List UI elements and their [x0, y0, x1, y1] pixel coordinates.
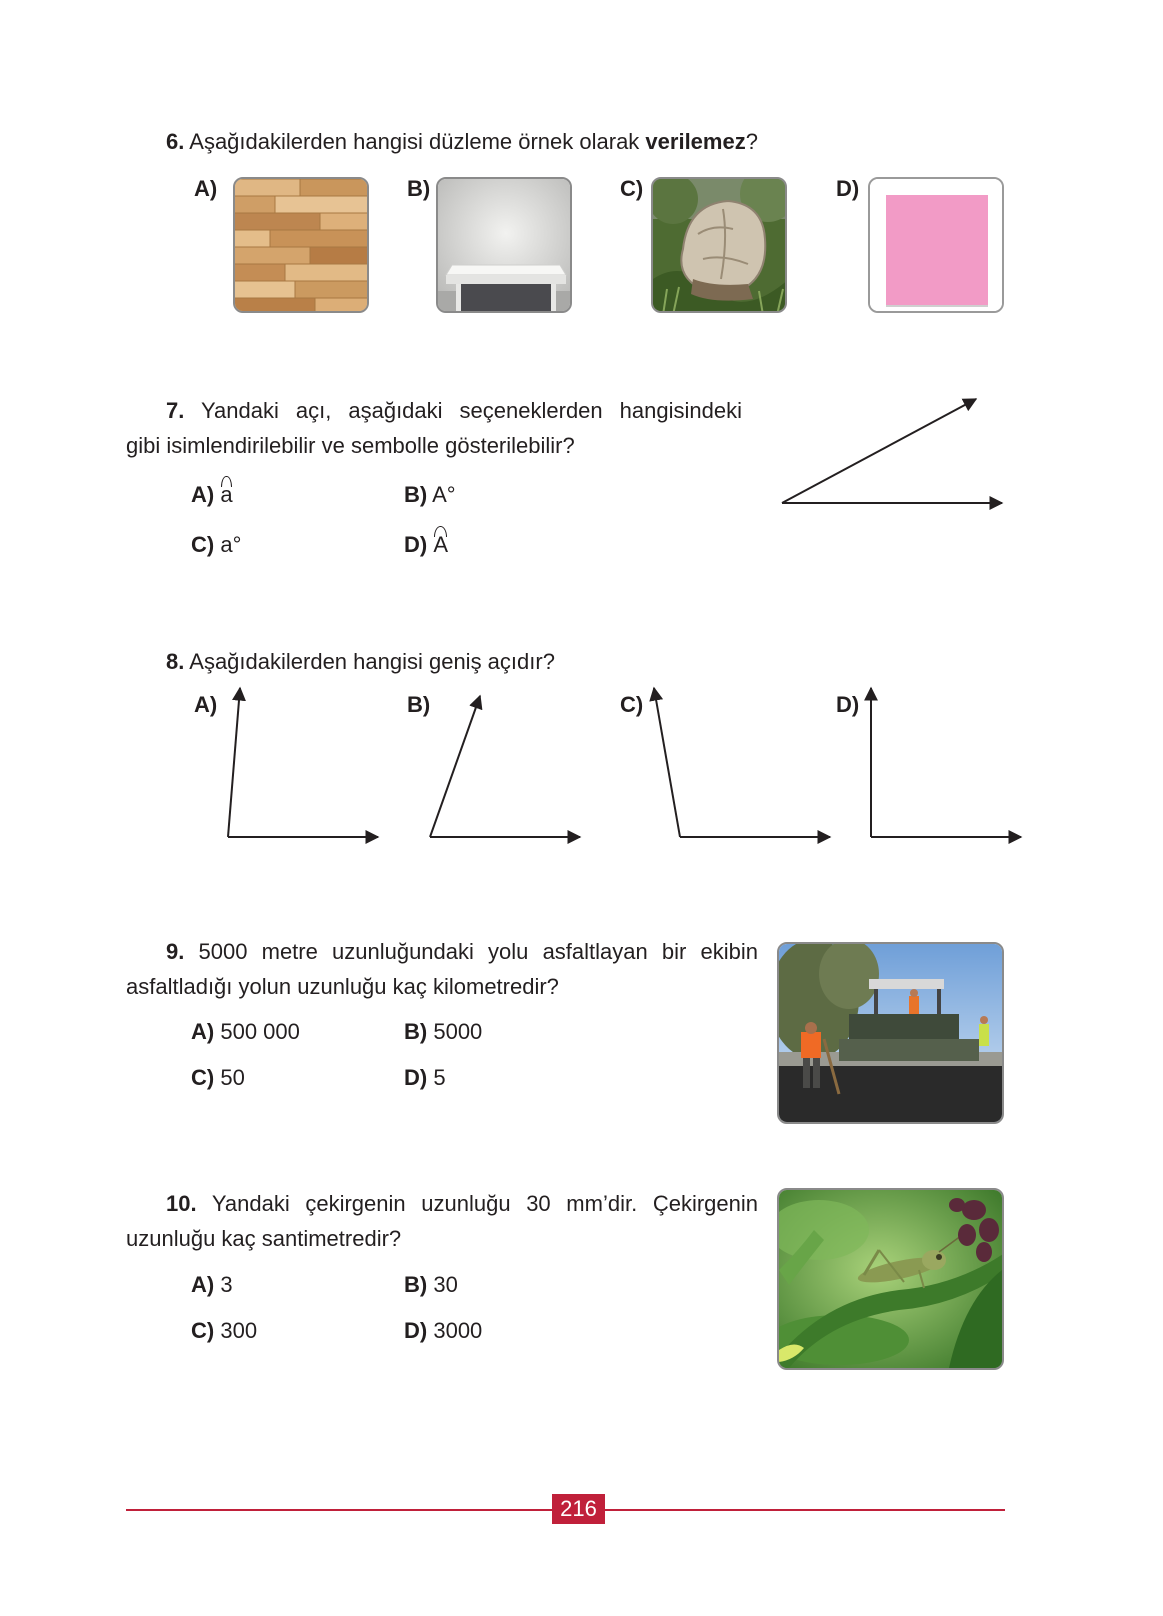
q7-text-line1: Yandaki açı, aşağıdaki seçeneklerden hangisindeki	[200, 398, 742, 423]
q7-option-b[interactable]	[404, 482, 456, 508]
q8-angle-d	[871, 688, 1021, 837]
q6-option-d-image[interactable]	[868, 177, 1004, 313]
q7-option-b-value: A°	[432, 482, 456, 507]
q8-option-a-label[interactable]: A)	[194, 692, 218, 717]
q10-option-c[interactable]	[191, 1318, 257, 1344]
q8-option-c-label[interactable]: C)	[620, 692, 644, 717]
q7-option-a[interactable]	[191, 482, 233, 508]
q9-option-a-value: 500 000	[220, 1019, 300, 1044]
footer-divider-right	[605, 1509, 1005, 1511]
q9-option-d-label: D)	[404, 1065, 428, 1090]
q6-text-end: ?	[745, 129, 758, 154]
q7-option-a-label: A)	[191, 482, 215, 507]
q6-question	[166, 124, 758, 159]
q7-question	[126, 393, 742, 463]
q6-option-a-label[interactable]: A)	[194, 176, 218, 201]
q10-option-c-label: C)	[191, 1318, 215, 1343]
q9-option-a[interactable]	[191, 1019, 300, 1045]
q8-angle-a	[228, 688, 378, 837]
q7-option-d[interactable]	[404, 532, 448, 558]
q6-option-b-label[interactable]: B)	[407, 176, 431, 201]
q8-angle-c	[654, 688, 830, 837]
q10-option-b-label: B)	[404, 1272, 428, 1297]
q10-option-b[interactable]	[404, 1272, 458, 1298]
q8-angle-figures[interactable]	[0, 680, 1163, 850]
q7-angle-figure	[770, 385, 1015, 515]
q10-text-line2: uzunluğu kaç santimetredir?	[126, 1226, 402, 1251]
q10-number: 10.	[166, 1191, 197, 1216]
q7-option-c-label: C)	[191, 532, 215, 557]
q6-option-c-image[interactable]	[651, 177, 787, 313]
q9-text-line1: 5000 metre uzunluğundaki yolu asfaltlayan bir ekibin	[198, 939, 758, 964]
q10-option-a[interactable]	[191, 1272, 233, 1298]
q9-option-d[interactable]	[404, 1065, 446, 1091]
q10-photo	[777, 1188, 1004, 1370]
q10-question	[126, 1186, 758, 1256]
q9-text-line2: asfaltladığı yolun uzunluğu kaç kilometredir?	[126, 974, 559, 999]
q7-text-line2: gibi isimlendirilebilir ve sembolle gösterilebilir?	[126, 433, 575, 458]
page-number: 216	[552, 1494, 605, 1524]
q8-text: Aşağıdakilerden hangisi geniş açıdır?	[189, 649, 555, 674]
q8-option-b-label[interactable]: B)	[407, 692, 431, 717]
q10-option-d-value: 3000	[433, 1318, 483, 1343]
q6-option-d-label[interactable]: D)	[836, 176, 860, 201]
q8-question	[166, 644, 555, 679]
q6-text-bold: verilemez	[645, 129, 746, 154]
q8-angle-b	[430, 696, 580, 837]
q10-option-d-label: D)	[404, 1318, 428, 1343]
q7-option-c-value: a°	[220, 532, 242, 557]
q10-option-d[interactable]	[404, 1318, 482, 1344]
q6-text: Aşağıdakilerden hangisi düzleme örnek olarak	[189, 129, 646, 154]
q7-option-d-label: D)	[404, 532, 428, 557]
q10-option-a-value: 3	[220, 1272, 233, 1297]
q6-number: 6.	[166, 129, 185, 154]
q6-option-b-image[interactable]	[436, 177, 572, 313]
q9-option-c-value: 50	[220, 1065, 245, 1090]
q10-option-b-value: 30	[433, 1272, 458, 1297]
q9-number: 9.	[166, 939, 185, 964]
q10-text-line1: Yandaki çekirgenin uzunluğu 30 mm’dir. Çekirgenin	[211, 1191, 758, 1216]
q7-option-b-label: B)	[404, 482, 428, 507]
q10-option-a-label: A)	[191, 1272, 215, 1297]
q10-option-c-value: 300	[220, 1318, 258, 1343]
q9-option-c[interactable]	[191, 1065, 245, 1091]
q9-option-b[interactable]	[404, 1019, 482, 1045]
q9-option-c-label: C)	[191, 1065, 215, 1090]
q9-question	[126, 934, 758, 1004]
q8-number: 8.	[166, 649, 185, 674]
q7-option-a-value: a	[220, 482, 233, 507]
q7-option-c[interactable]	[191, 532, 241, 558]
q9-option-d-value: 5	[433, 1065, 446, 1090]
q9-option-b-label: B)	[404, 1019, 428, 1044]
q8-option-d-label[interactable]: D)	[836, 692, 860, 717]
q9-photo	[777, 942, 1004, 1124]
q7-option-d-value: A	[433, 532, 449, 557]
q6-option-a-image[interactable]	[233, 177, 369, 313]
q6-option-c-label[interactable]: C)	[620, 176, 644, 201]
footer-divider-left	[126, 1509, 552, 1511]
q9-option-a-label: A)	[191, 1019, 215, 1044]
q7-number: 7.	[166, 398, 185, 423]
q9-option-b-value: 5000	[433, 1019, 483, 1044]
